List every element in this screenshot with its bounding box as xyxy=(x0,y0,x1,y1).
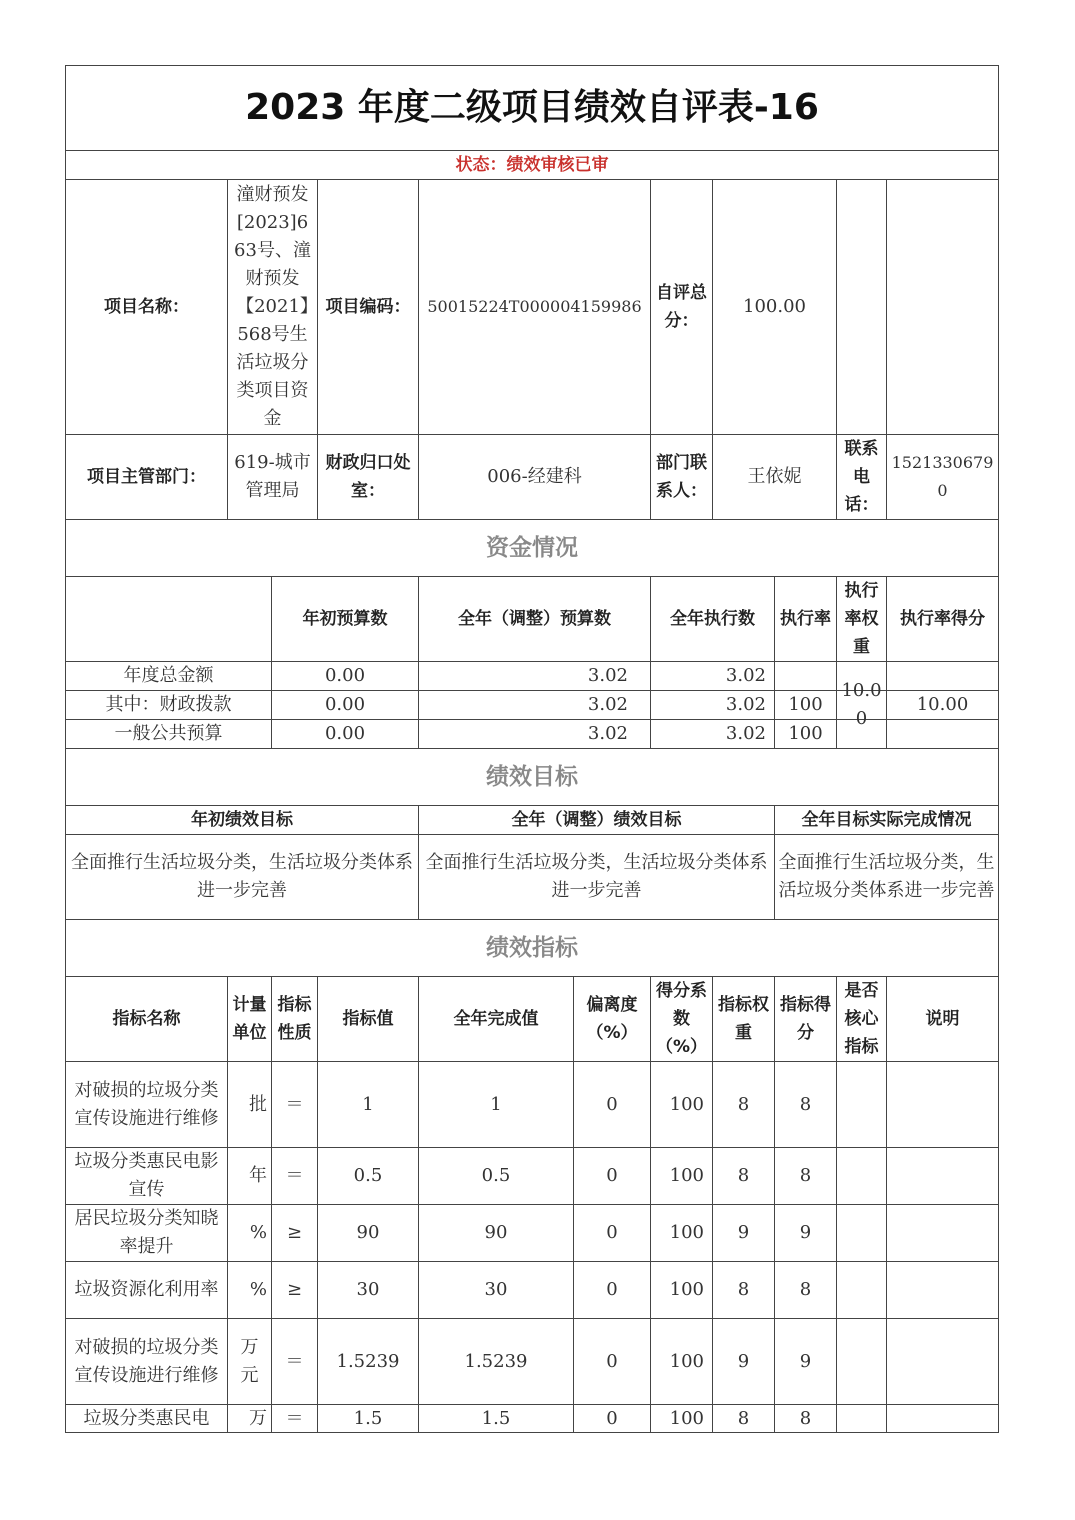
indicator-name: 垃圾分类惠民电影宣传 xyxy=(66,1148,228,1205)
indicator-note xyxy=(887,1205,999,1262)
indicator-nature: ＝ xyxy=(272,1062,318,1148)
title-row xyxy=(66,66,999,151)
indicator-header: 指标权重 xyxy=(713,977,775,1062)
indicator-actual: 30 xyxy=(419,1262,574,1319)
goals-header: 全年（调整）绩效目标 xyxy=(419,806,775,835)
funds-executed: 3.02 xyxy=(651,691,775,720)
funds-header: 执行率得分 xyxy=(887,577,999,662)
indicator-deviation: 0 xyxy=(574,1062,651,1148)
funds-executed: 3.02 xyxy=(651,720,775,749)
indicator-row xyxy=(66,1148,999,1205)
indicator-note xyxy=(887,1148,999,1205)
indicator-target: 1.5239 xyxy=(318,1319,419,1405)
performance-table xyxy=(65,65,999,1433)
indicator-weight: 9 xyxy=(713,1319,775,1405)
status-row xyxy=(66,151,999,180)
indicator-deviation: 0 xyxy=(574,1262,651,1319)
indicator-header: 全年完成值 xyxy=(419,977,574,1062)
indicator-score: 8 xyxy=(775,1062,837,1148)
funds-score xyxy=(887,662,999,691)
funds-score: 10.00 xyxy=(887,691,999,720)
indicator-coef: 100 xyxy=(651,1205,713,1262)
indicator-nature: ＝ xyxy=(272,1405,318,1433)
indicator-row xyxy=(66,1405,999,1433)
indicator-actual: 90 xyxy=(419,1205,574,1262)
indicator-actual: 1.5239 xyxy=(419,1319,574,1405)
funds-initial: 0.00 xyxy=(272,691,419,720)
indicator-name: 对破损的垃圾分类宣传设施进行维修 xyxy=(66,1319,228,1405)
indicator-core xyxy=(837,1148,887,1205)
score-value: 100.00 xyxy=(713,180,837,435)
funds-initial: 0.00 xyxy=(272,720,419,749)
dept-label: 项目主管部门： xyxy=(66,435,228,520)
funds-header: 全年执行数 xyxy=(651,577,775,662)
indicator-weight: 8 xyxy=(713,1062,775,1148)
funds-adjusted: 3.02 xyxy=(419,720,651,749)
funds-weight: 10.00 xyxy=(837,691,887,720)
funds-header: 全年（调整）预算数 xyxy=(419,577,651,662)
indicator-unit: % xyxy=(228,1262,272,1319)
indicator-deviation: 0 xyxy=(574,1405,651,1433)
funds-initial: 0.00 xyxy=(272,662,419,691)
funds-score xyxy=(887,720,999,749)
funds-header: 年初预算数 xyxy=(272,577,419,662)
indicator-note xyxy=(887,1405,999,1433)
funds-rate: 100 xyxy=(775,691,837,720)
indicators-section-title: 绩效指标 xyxy=(66,920,999,977)
indicator-coef: 100 xyxy=(651,1062,713,1148)
indicator-core xyxy=(837,1062,887,1148)
indicator-score: 9 xyxy=(775,1205,837,1262)
indicator-target: 30 xyxy=(318,1262,419,1319)
indicator-weight: 8 xyxy=(713,1262,775,1319)
funds-rate: 100 xyxy=(775,720,837,749)
indicators-header-row xyxy=(66,977,999,1062)
indicator-header: 是否核心指标 xyxy=(837,977,887,1062)
phone-label: 联系电话： xyxy=(837,435,887,520)
indicator-score: 8 xyxy=(775,1262,837,1319)
project-code-label: 项目编码： xyxy=(318,180,419,435)
funds-header: 执行率权重 xyxy=(837,577,887,662)
indicator-target: 0.5 xyxy=(318,1148,419,1205)
indicator-row xyxy=(66,1319,999,1405)
project-code-value: 50015224T000004159986 xyxy=(419,180,651,435)
indicator-name: 对破损的垃圾分类宣传设施进行维修 xyxy=(66,1062,228,1148)
goal-actual: 全面推行生活垃圾分类，生活垃圾分类体系进一步完善 xyxy=(775,835,999,920)
funds-row-label: 年度总金额 xyxy=(66,662,272,691)
funds-row xyxy=(66,680,999,729)
indicator-core xyxy=(837,1319,887,1405)
funds-header-row xyxy=(66,577,999,662)
indicator-name: 垃圾分类惠民电 xyxy=(66,1405,228,1433)
indicator-header: 指标得分 xyxy=(775,977,837,1062)
indicator-name: 居民垃圾分类知晓率提升 xyxy=(66,1205,228,1262)
indicator-unit: 批 xyxy=(228,1062,272,1148)
indicator-deviation: 0 xyxy=(574,1205,651,1262)
indicator-unit: 万元 xyxy=(228,1319,272,1405)
indicator-header: 指标性质 xyxy=(272,977,318,1062)
finance-office-label: 财政归口处室： xyxy=(318,435,419,520)
goal-adjusted: 全面推行生活垃圾分类，生活垃圾分类体系进一步完善 xyxy=(419,835,775,920)
indicator-nature: ≥ xyxy=(272,1262,318,1319)
indicator-core xyxy=(837,1205,887,1262)
indicator-score: 8 xyxy=(775,1148,837,1205)
indicators-section-row xyxy=(66,920,999,977)
indicator-score: 8 xyxy=(775,1405,837,1433)
funds-executed: 3.02 xyxy=(651,662,775,691)
project-name-value: 潼财预发[2023]663号、潼财预发【2021】568号生活垃圾分类项目资金 xyxy=(228,180,318,435)
project-name-label: 项目名称： xyxy=(66,180,228,435)
funds-header: 执行率 xyxy=(775,577,837,662)
blank-cell xyxy=(887,180,999,435)
indicator-core xyxy=(837,1262,887,1319)
indicator-deviation: 0 xyxy=(574,1319,651,1405)
indicator-coef: 100 xyxy=(651,1319,713,1405)
indicator-row xyxy=(66,1262,999,1319)
project-info-row xyxy=(66,180,999,435)
indicator-row xyxy=(66,1062,999,1148)
dept-value: 619-城市管理局 xyxy=(228,435,318,520)
funds-rate xyxy=(775,662,837,691)
funds-header-blank xyxy=(66,577,272,662)
department-row xyxy=(66,435,999,520)
phone-value: 15213306790 xyxy=(887,435,999,520)
funds-weight xyxy=(837,720,887,749)
funds-row-label: 一般公共预算 xyxy=(66,720,272,749)
indicator-header: 指标名称 xyxy=(66,977,228,1062)
indicator-nature: ＝ xyxy=(272,1319,318,1405)
indicator-coef: 100 xyxy=(651,1262,713,1319)
finance-office-value: 006-经建科 xyxy=(419,435,651,520)
indicator-nature: ＝ xyxy=(272,1148,318,1205)
indicator-note xyxy=(887,1319,999,1405)
indicator-core xyxy=(837,1405,887,1433)
indicator-actual: 1 xyxy=(419,1062,574,1148)
indicator-header: 指标值 xyxy=(318,977,419,1062)
goal-initial: 全面推行生活垃圾分类，生活垃圾分类体系进一步完善 xyxy=(66,835,419,920)
indicator-note xyxy=(887,1262,999,1319)
indicator-deviation: 0 xyxy=(574,1148,651,1205)
goals-value-row xyxy=(66,835,999,920)
indicator-note xyxy=(887,1062,999,1148)
score-label: 自评总分： xyxy=(651,180,713,435)
indicator-unit: 万 xyxy=(228,1405,272,1433)
contact-label: 部门联系人： xyxy=(651,435,713,520)
indicator-header: 偏离度（%） xyxy=(574,977,651,1062)
goals-section-title: 绩效目标 xyxy=(66,749,999,806)
indicator-header: 计量单位 xyxy=(228,977,272,1062)
funds-row xyxy=(66,720,999,749)
status-text: 状态：绩效审核已审 xyxy=(66,151,999,180)
funds-adjusted: 3.02 xyxy=(419,662,651,691)
indicator-actual: 1.5 xyxy=(419,1405,574,1433)
indicator-header: 得分系数（%） xyxy=(651,977,713,1062)
indicator-nature: ≥ xyxy=(272,1205,318,1262)
indicator-unit: 年 xyxy=(228,1148,272,1205)
funds-row-label: 其中：财政拨款 xyxy=(66,691,272,720)
goals-header-row xyxy=(66,806,999,835)
page-title: 2023 年度二级项目绩效自评表-16 xyxy=(66,66,999,151)
indicator-coef: 100 xyxy=(651,1405,713,1433)
indicator-target: 1 xyxy=(318,1062,419,1148)
indicator-target: 90 xyxy=(318,1205,419,1262)
goals-header: 年初绩效目标 xyxy=(66,806,419,835)
indicator-name: 垃圾资源化利用率 xyxy=(66,1262,228,1319)
funds-adjusted: 3.02 xyxy=(419,691,651,720)
indicator-target: 1.5 xyxy=(318,1405,419,1433)
goals-header: 全年目标实际完成情况 xyxy=(775,806,999,835)
indicator-weight: 9 xyxy=(713,1205,775,1262)
indicator-weight: 8 xyxy=(713,1148,775,1205)
indicator-score: 9 xyxy=(775,1319,837,1405)
indicator-weight: 8 xyxy=(713,1405,775,1433)
indicator-coef: 100 xyxy=(651,1148,713,1205)
funds-section-row xyxy=(66,520,999,577)
indicator-actual: 0.5 xyxy=(419,1148,574,1205)
goals-section-row xyxy=(66,749,999,806)
funds-section-title: 资金情况 xyxy=(66,520,999,577)
indicator-header: 说明 xyxy=(887,977,999,1062)
contact-value: 王依妮 xyxy=(713,435,837,520)
blank-cell xyxy=(837,180,887,435)
indicator-unit: % xyxy=(228,1205,272,1262)
indicator-row xyxy=(66,1205,999,1262)
